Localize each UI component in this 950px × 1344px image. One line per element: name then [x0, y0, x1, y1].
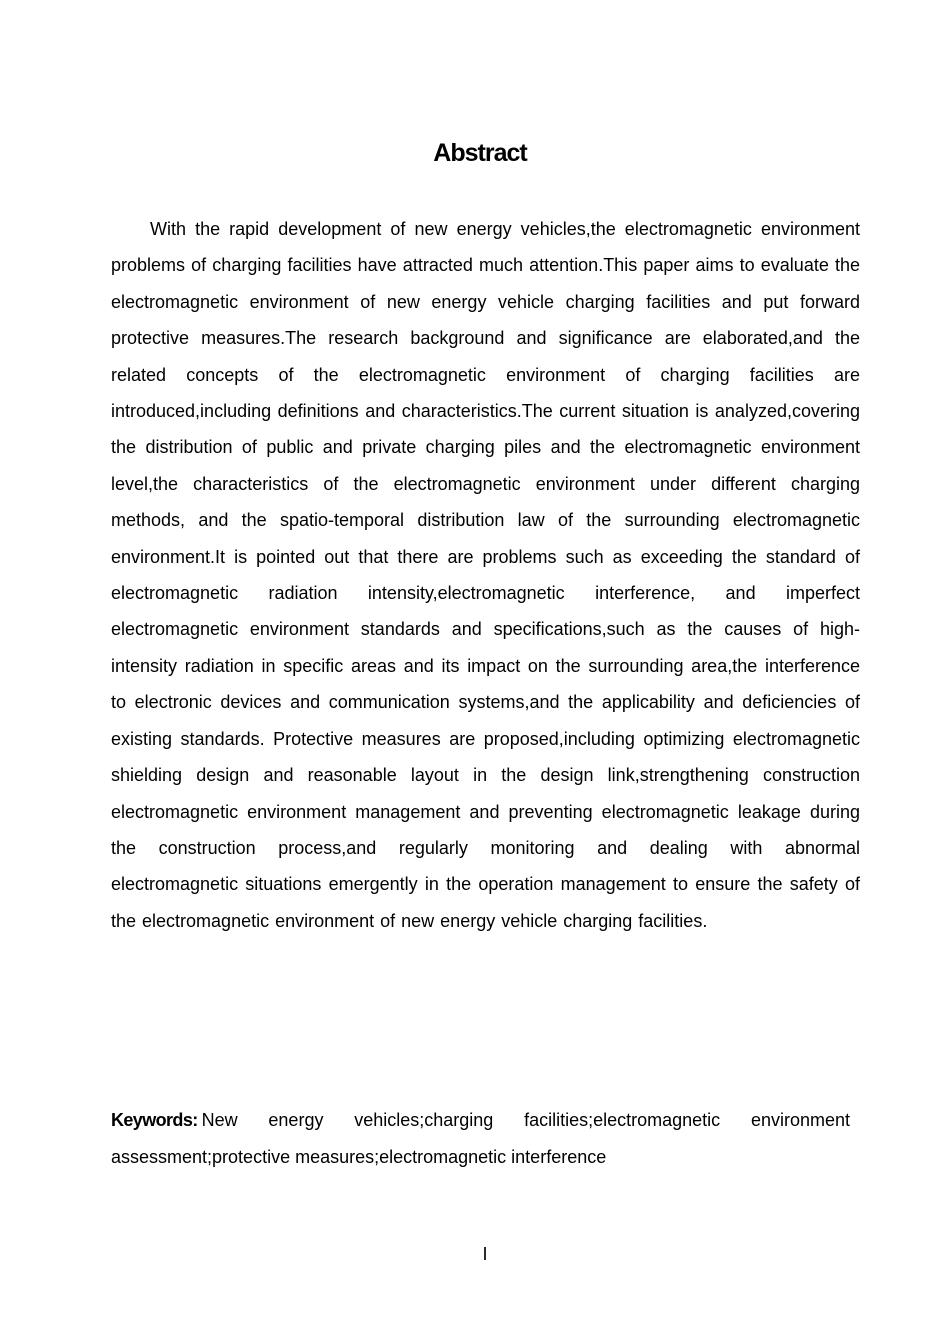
keywords-label: Keywords:: [111, 1110, 198, 1130]
keywords-line: [111, 1102, 850, 1175]
keywords-text: New energy vehicles;charging facilities;electromagnetic environment assessment;protective measures;electromagnetic interference: [111, 1110, 850, 1167]
page-number: I: [482, 1244, 488, 1264]
abstract-title: Abstract: [433, 138, 527, 167]
abstract-paragraph: With the rapid development of new energy vehicles,the electromagnetic environment problems of charging facilities have attracted much attention.This paper aims to evaluate the electromagnetic environment of new energy vehicle charging facilities and put forward protective measures.The research background and significance are elaborated,and the related concepts of the electromagnetic environment of charging facilities are introduced,including definitions and characteristics.The current situation is analyzed,covering the distribution of public and private charging piles and the electromagnetic environment level,the characteristics of the electromagnetic environment under different charging methods, and the spatio-temporal distribution law of the surrounding electromagnetic environment.It is pointed out that there are problems such as exceeding the standard of electromagnetic radiation intensity,electromagnetic interference, and imperfect electromagnetic environment standards and specifications,such as the causes of high-intensity radiation in specific areas and its impact on the surrounding area,the interference to electronic devices and communication systems,and the applicability and deficiencies of existing standards. Protective measures are proposed,including optimizing electromagnetic shielding design and reasonable layout in the design link,strengthening construction electromagnetic environment management and preventing electromagnetic leakage during the construction process,and regularly monitoring and dealing with abnormal electromagnetic situations emergently in the operation management to ensure the safety of the electromagnetic environment of new energy vehicle charging facilities.: [111, 219, 860, 931]
